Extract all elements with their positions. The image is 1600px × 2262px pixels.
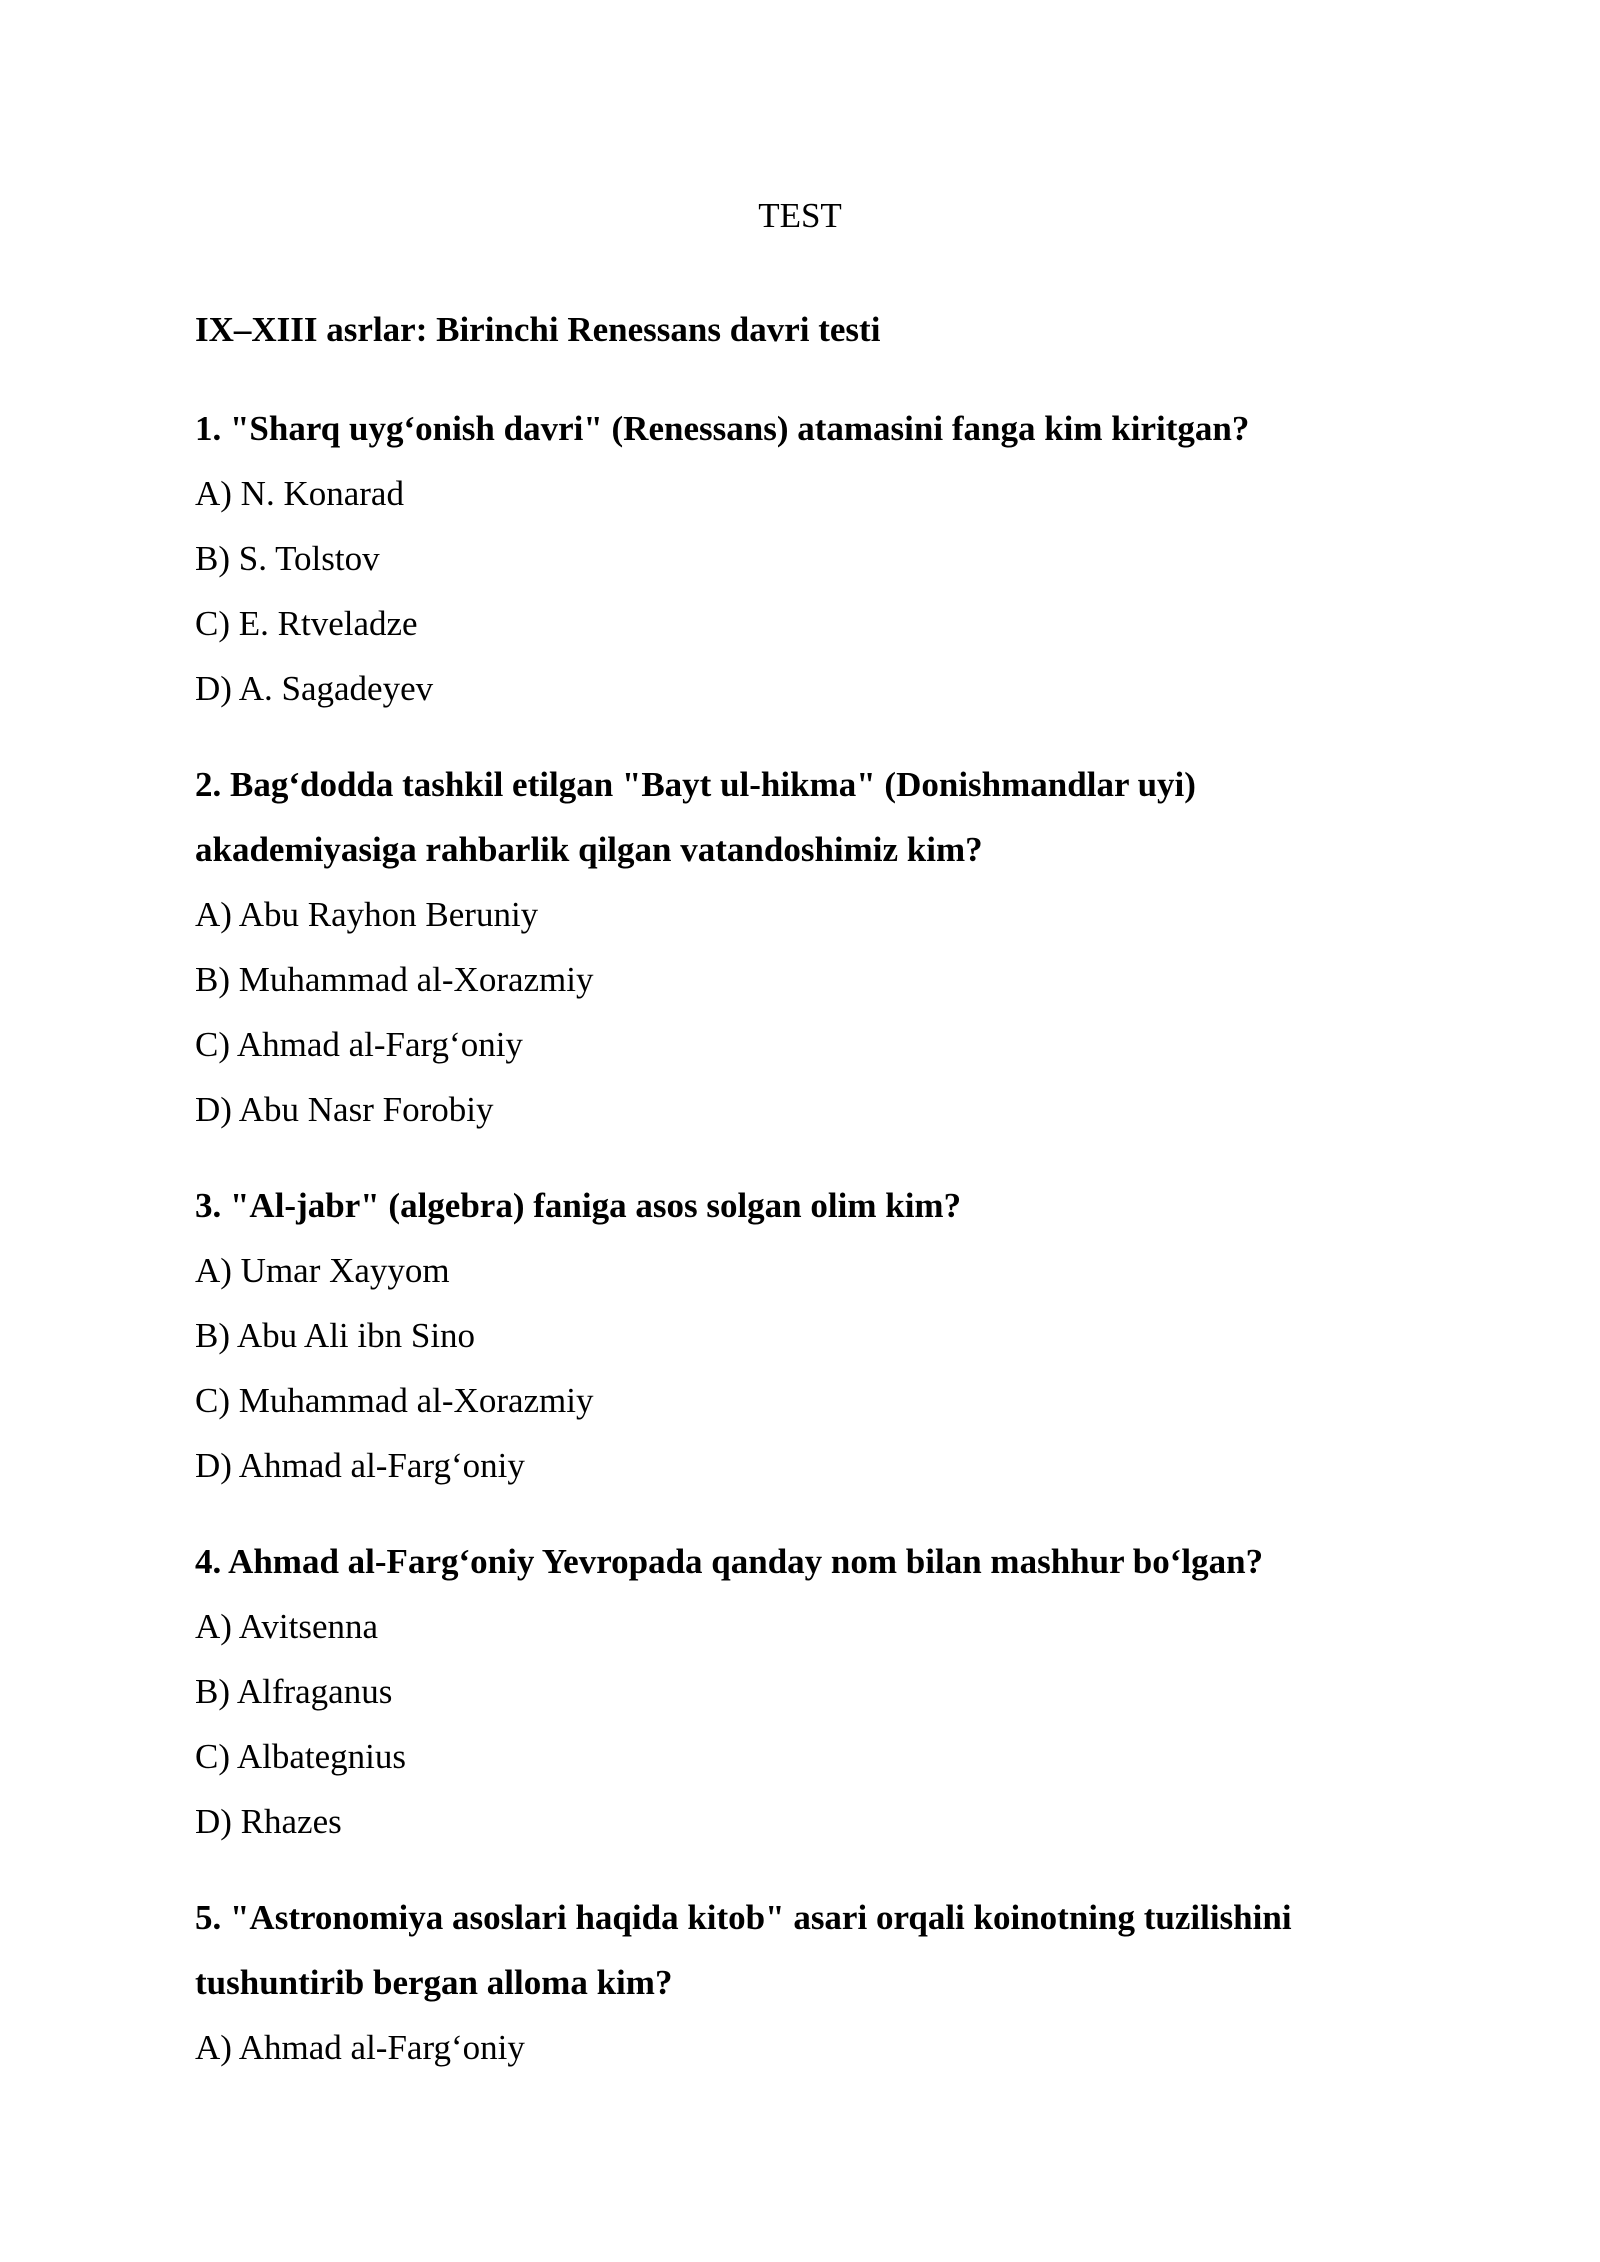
answer-option-c: C) E. Rtveladze bbox=[195, 604, 418, 643]
answer-option-a: A) N. Konarad bbox=[195, 474, 404, 513]
section-heading: IX–XIII asrlar: Birinchi Renessans davri testi bbox=[195, 310, 881, 349]
question-text: 2. Bag‘dodda tashkil etilgan "Bayt ul-hikma" (Donishmandlar uyi) akademiyasiga rahbarlik qilgan vatandoshimiz kim? bbox=[195, 765, 1196, 869]
answer-option-b: B) Muhammad al-Xorazmiy bbox=[195, 960, 594, 999]
question-5 bbox=[195, 1885, 1425, 2080]
answer-option-a: A) Umar Xayyom bbox=[195, 1251, 450, 1290]
document-title: TEST bbox=[758, 196, 842, 235]
answer-option-d: D) Abu Nasr Forobiy bbox=[195, 1090, 494, 1129]
question-3 bbox=[195, 1173, 1425, 1498]
answer-option-d: D) Ahmad al-Farg‘oniy bbox=[195, 1446, 525, 1485]
question-4 bbox=[195, 1529, 1425, 1854]
answer-option-a: A) Avitsenna bbox=[195, 1607, 379, 1646]
answer-option-a: A) Ahmad al-Farg‘oniy bbox=[195, 2028, 525, 2067]
answer-option-b: B) Abu Ali ibn Sino bbox=[195, 1316, 476, 1355]
answer-option-a: A) Abu Rayhon Beruniy bbox=[195, 895, 539, 934]
answer-option-b: B) Alfraganus bbox=[195, 1672, 393, 1711]
answer-option-d: D) Rhazes bbox=[195, 1802, 342, 1841]
question-1 bbox=[195, 396, 1425, 721]
question-text: 5. "Astronomiya asoslari haqida kitob" asari orqali koinotning tuzilishini tushuntirib bergan alloma kim? bbox=[195, 1898, 1292, 2002]
question-2 bbox=[195, 752, 1425, 1142]
answer-option-c: C) Muhammad al-Xorazmiy bbox=[195, 1381, 594, 1420]
question-list bbox=[195, 396, 1425, 2111]
answer-option-c: C) Ahmad al-Farg‘oniy bbox=[195, 1025, 523, 1064]
question-text: 3. "Al-jabr" (algebra) faniga asos solgan olim kim? bbox=[195, 1186, 962, 1225]
answer-option-d: D) A. Sagadeyev bbox=[195, 669, 434, 708]
answer-option-c: C) Albategnius bbox=[195, 1737, 406, 1776]
question-text: 1. "Sharq uyg‘onish davri" (Renessans) atamasini fanga kim kiritgan? bbox=[195, 409, 1250, 448]
question-text: 4. Ahmad al-Farg‘oniy Yevropada qanday nom bilan mashhur bo‘lgan? bbox=[195, 1542, 1264, 1581]
answer-option-b: B) S. Tolstov bbox=[195, 539, 380, 578]
